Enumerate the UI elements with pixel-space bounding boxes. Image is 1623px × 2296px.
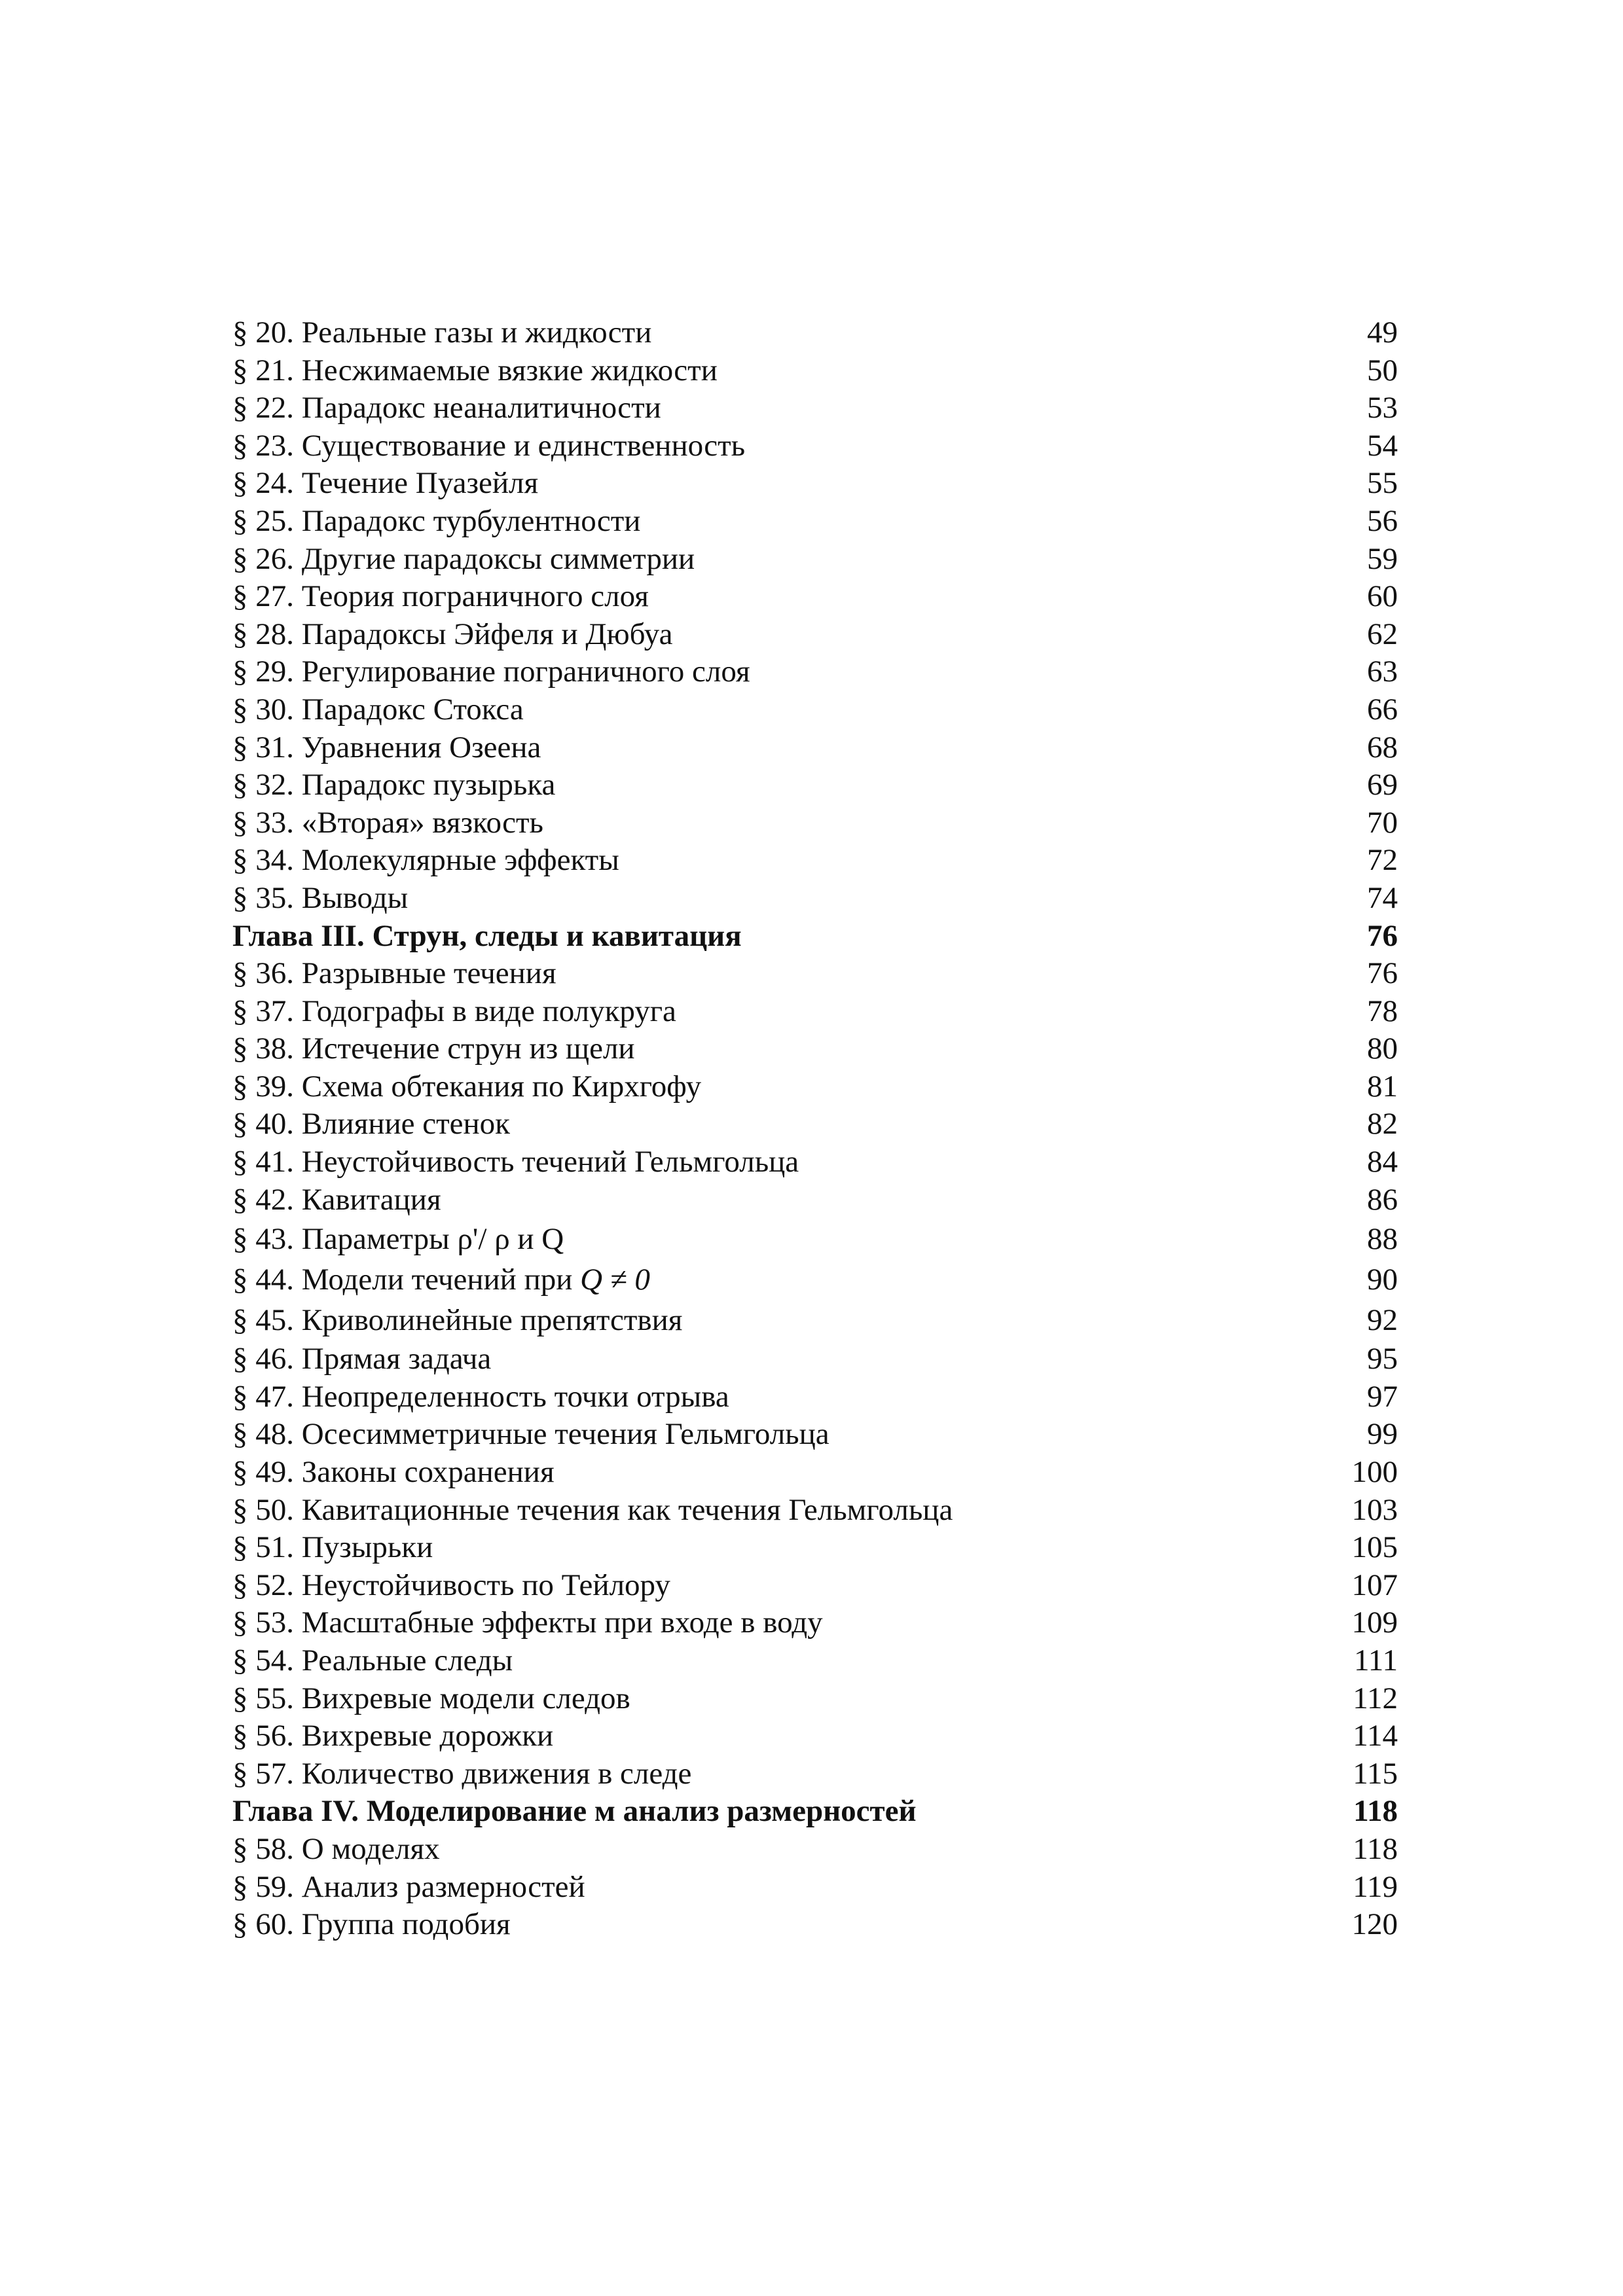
toc-chapter-page: 118 xyxy=(1353,1794,1398,1829)
toc-entry-page: 80 xyxy=(1367,1031,1398,1066)
toc-entry-title: § 33. «Вторая» вязкость xyxy=(232,805,543,840)
toc-entry xyxy=(232,1068,1398,1106)
toc-entry-title: § 29. Регулирование пограничного слоя xyxy=(232,655,750,689)
toc-entry-title: § 35. Выводы xyxy=(232,880,409,915)
toc-entry xyxy=(232,314,1398,352)
toc-entry-page: 99 xyxy=(1367,1417,1398,1452)
toc-entry-page: 81 xyxy=(1367,1069,1398,1103)
toc-entry-title: § 22. Парадокс неаналитичности xyxy=(232,391,661,425)
toc-entry-title: § 42. Кавитация xyxy=(232,1182,441,1217)
toc-entry xyxy=(232,1300,1398,1340)
toc-entry xyxy=(232,1378,1398,1416)
toc-entry-title-prefix: § 44. Модели течений при xyxy=(232,1263,581,1297)
toc-entry-title: § 46. Прямая задача xyxy=(232,1342,492,1376)
toc-entry-title: § 28. Парадоксы Эйфеля и Дюбуа xyxy=(232,617,673,651)
toc-entry xyxy=(232,1529,1398,1567)
toc-chapter-title: Глава III. Струн, следы и кавитация xyxy=(232,918,742,953)
toc-entry xyxy=(232,616,1398,654)
toc-entry-title: § 50. Кавитационные течения как течения Гельмгольца xyxy=(232,1492,953,1527)
toc-entry xyxy=(232,503,1398,541)
toc-entry-page: 74 xyxy=(1367,880,1398,915)
toc-entry-page: 112 xyxy=(1353,1681,1398,1715)
toc-entry-title: § 41. Неустойчивость течений Гельмгольца xyxy=(232,1145,799,1179)
toc-entry xyxy=(232,1181,1398,1219)
toc-entry xyxy=(232,766,1398,804)
toc-entry-page: 86 xyxy=(1367,1182,1398,1217)
toc-entry xyxy=(232,1717,1398,1755)
toc-entry xyxy=(232,352,1398,390)
toc-entry-page: 115 xyxy=(1353,1756,1398,1791)
toc-entry xyxy=(232,804,1398,842)
toc-entry-page: 111 xyxy=(1353,1643,1398,1677)
toc-entry xyxy=(232,842,1398,880)
toc-chapter-heading xyxy=(232,918,1398,956)
toc-entry xyxy=(232,1105,1398,1143)
toc-entry xyxy=(232,427,1398,465)
toc-entry-title: § 34. Молекулярные эффекты xyxy=(232,843,619,878)
toc-entry-page: 107 xyxy=(1351,1568,1398,1602)
toc-entry-title: § 36. Разрывные течения xyxy=(232,956,556,991)
toc-entry-title-math: Q ≠ 0 xyxy=(580,1263,650,1297)
toc-entry-page: 70 xyxy=(1367,805,1398,840)
toc-entry xyxy=(232,880,1398,918)
toc-entry-title: § 54. Реальные следы xyxy=(232,1643,513,1677)
toc-entry-title: § 24. Течение Пуазейля xyxy=(232,466,539,501)
toc-entry-title: § 47. Неопределенность точки отрыва xyxy=(232,1379,729,1414)
toc-entry-page: 103 xyxy=(1351,1492,1398,1527)
toc-entry-title: § 30. Парадокс Стокса xyxy=(232,692,524,726)
toc-entry-page: 69 xyxy=(1367,768,1398,802)
toc-entry-title: § 32. Парадокс пузырька xyxy=(232,768,556,802)
toc-entry xyxy=(232,653,1398,691)
toc-entry xyxy=(232,1755,1398,1793)
toc-entry-title: § 45. Криволинейные препятствия xyxy=(232,1303,683,1338)
toc-entry xyxy=(232,955,1398,993)
toc-entry-title: § 48. Осесимметричные течения Гельмгольца xyxy=(232,1417,830,1452)
toc-entry-title: § 53. Масштабные эффекты при входе в воду xyxy=(232,1605,823,1640)
toc-entry-title: § 20. Реальные газы и жидкости xyxy=(232,315,652,350)
toc-entry-title: § 57. Количество движения в следе xyxy=(232,1756,692,1791)
toc-entry-page: 60 xyxy=(1367,579,1398,614)
toc-entry-page: 54 xyxy=(1367,428,1398,463)
toc-entry-title: § 27. Теория пограничного слоя xyxy=(232,579,649,614)
toc-chapter-title: Глава IV. Моделирование м анализ размерностей xyxy=(232,1794,917,1829)
toc-entry-page: 62 xyxy=(1367,617,1398,651)
toc-entry-title: § 40. Влияние стенок xyxy=(232,1107,510,1141)
toc-chapter-page: 76 xyxy=(1367,918,1398,953)
toc-entry-title: § 51. Пузырьки xyxy=(232,1530,433,1565)
toc-entry-title: § 37. Годографы в виде полукруга xyxy=(232,994,676,1028)
toc-entry-title: § 60. Группа подобия xyxy=(232,1907,511,1942)
toc-entry-page: 114 xyxy=(1353,1719,1398,1753)
toc-entry-title: § 38. Истечение струн из щели xyxy=(232,1031,635,1066)
toc-entry xyxy=(232,1219,1398,1259)
toc-entry-page: 53 xyxy=(1367,391,1398,425)
toc-entry-title: § 23. Существование и единственность xyxy=(232,428,746,463)
toc-entry-page: 90 xyxy=(1367,1263,1398,1297)
toc-entry-page: 72 xyxy=(1367,843,1398,878)
toc-entry xyxy=(232,465,1398,503)
toc-entry-page: 66 xyxy=(1367,692,1398,726)
toc-entry-title: § 25. Парадокс турбулентности xyxy=(232,503,641,538)
toc-entry xyxy=(232,1906,1398,1944)
toc-entry xyxy=(232,1831,1398,1869)
toc-entry-title xyxy=(232,1259,650,1300)
toc-entry-title: § 21. Несжимаемые вязкие жидкости xyxy=(232,353,718,387)
toc-entry-title: § 26. Другие парадоксы симметрии xyxy=(232,541,695,576)
toc-entry xyxy=(232,729,1398,767)
toc-entry xyxy=(232,1492,1398,1530)
toc-entry xyxy=(232,1604,1398,1642)
toc-entry-page: 120 xyxy=(1351,1907,1398,1942)
toc-entry-title: § 52. Неустойчивость по Тейлору xyxy=(232,1568,670,1602)
toc-entry-page: 88 xyxy=(1367,1222,1398,1257)
toc-entry-page: 119 xyxy=(1353,1869,1398,1904)
toc-entry-page: 95 xyxy=(1367,1342,1398,1376)
toc-entry xyxy=(232,1416,1398,1454)
table-of-contents xyxy=(232,314,1398,1944)
toc-entry-page: 59 xyxy=(1367,541,1398,576)
toc-entry-page: 56 xyxy=(1367,503,1398,538)
toc-entry-page: 63 xyxy=(1367,655,1398,689)
toc-entry-page: 49 xyxy=(1367,315,1398,350)
toc-entry-page: 76 xyxy=(1367,956,1398,991)
toc-entry-title: § 49. Законы сохранения xyxy=(232,1455,555,1490)
toc-entry-page: 100 xyxy=(1351,1455,1398,1490)
toc-entry-page: 78 xyxy=(1367,994,1398,1028)
toc-entry-title: § 39. Схема обтекания по Кирхгофу xyxy=(232,1069,702,1103)
toc-entry-title: § 55. Вихревые модели следов xyxy=(232,1681,630,1715)
toc-entry xyxy=(232,1259,1398,1300)
toc-chapter-heading xyxy=(232,1793,1398,1831)
toc-entry-page: 84 xyxy=(1367,1145,1398,1179)
toc-entry xyxy=(232,1642,1398,1680)
toc-entry xyxy=(232,1454,1398,1492)
toc-entry-title: § 59. Анализ размерностей xyxy=(232,1869,585,1904)
toc-entry-page: 82 xyxy=(1367,1107,1398,1141)
toc-entry xyxy=(232,1869,1398,1907)
toc-entry-page: 118 xyxy=(1353,1831,1398,1866)
toc-entry-page: 105 xyxy=(1351,1530,1398,1565)
toc-entry-page: 55 xyxy=(1367,466,1398,501)
toc-entry-page: 68 xyxy=(1367,730,1398,764)
toc-entry-title: § 43. Параметры ρ'/ ρ и Q xyxy=(232,1222,564,1257)
toc-entry-title: § 31. Уравнения Озеена xyxy=(232,730,541,764)
toc-entry-page: 50 xyxy=(1367,353,1398,387)
toc-entry xyxy=(232,691,1398,729)
toc-entry-page: 92 xyxy=(1367,1303,1398,1338)
toc-entry xyxy=(232,1567,1398,1605)
toc-entry-page: 97 xyxy=(1367,1379,1398,1414)
toc-entry xyxy=(232,1680,1398,1718)
toc-entry-title: § 56. Вихревые дорожки xyxy=(232,1719,554,1753)
toc-entry xyxy=(232,993,1398,1031)
toc-entry xyxy=(232,578,1398,616)
toc-entry xyxy=(232,1030,1398,1068)
toc-entry xyxy=(232,1143,1398,1181)
toc-entry xyxy=(232,541,1398,579)
toc-entry-title: § 58. О моделях xyxy=(232,1831,440,1866)
toc-entry xyxy=(232,1340,1398,1378)
toc-entry xyxy=(232,389,1398,427)
toc-entry-page: 109 xyxy=(1351,1605,1398,1640)
